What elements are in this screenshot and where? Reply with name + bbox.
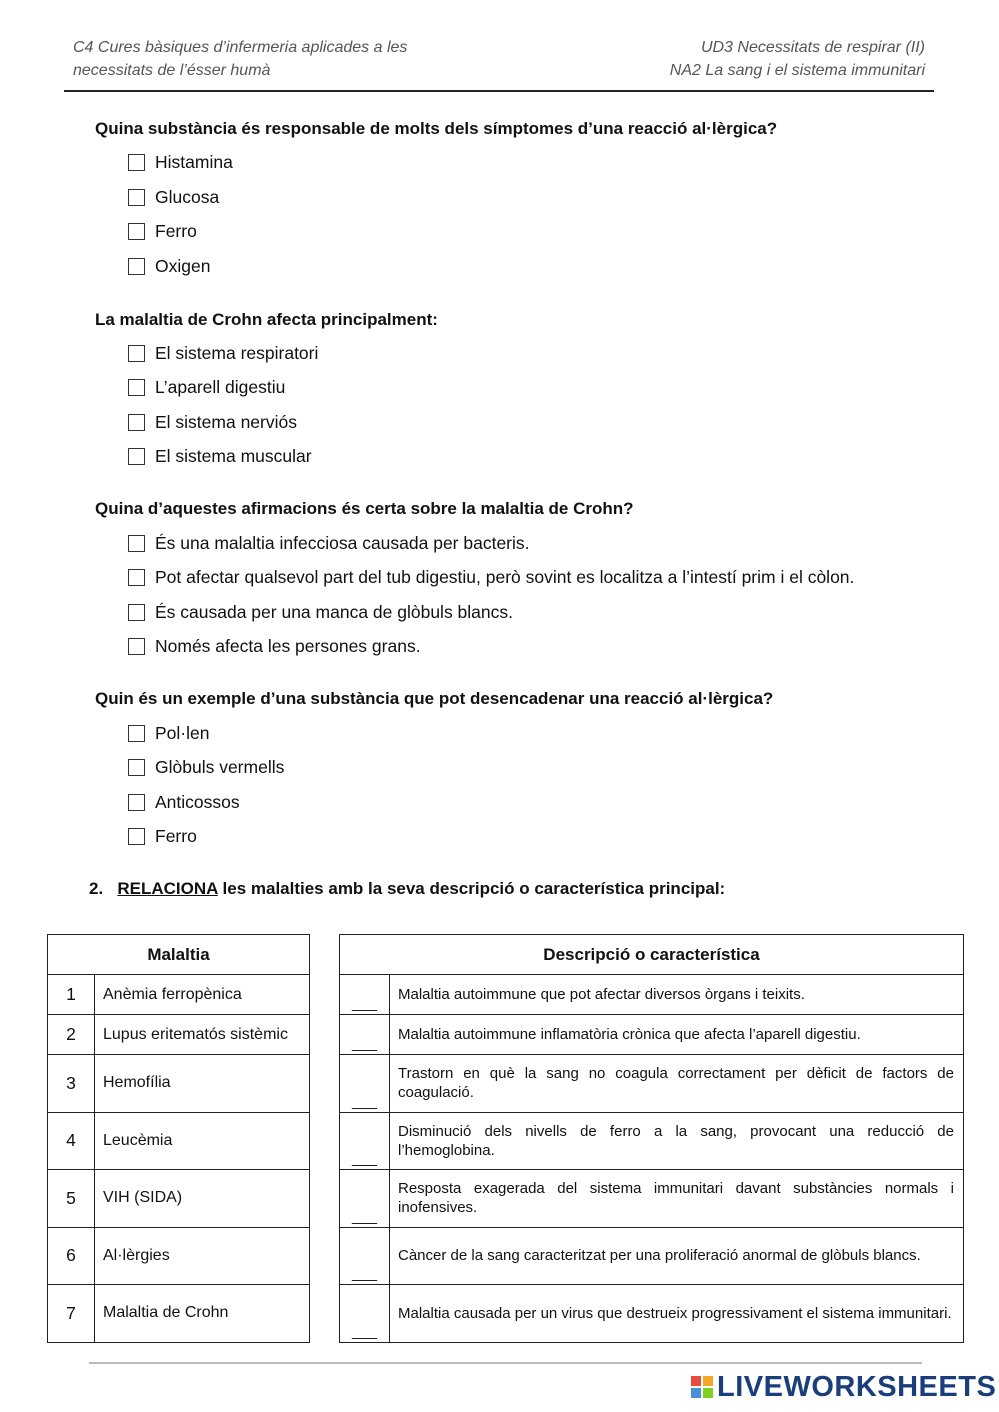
option-label: Anticossos xyxy=(155,791,240,812)
table-row xyxy=(340,1112,964,1170)
answer-blank[interactable]: ___ xyxy=(340,1112,390,1170)
answer-blank[interactable]: ___ xyxy=(340,1055,390,1113)
diseases-table xyxy=(47,934,310,1343)
answer-option[interactable] xyxy=(128,412,297,432)
disease-name: Anèmia ferropènica xyxy=(95,975,310,1015)
table-row xyxy=(48,1227,310,1285)
option-label: El sistema muscular xyxy=(155,445,312,466)
row-number: 5 xyxy=(48,1170,95,1228)
description-text: Malaltia causada per un virus que destrueix progressivament el sistema immunitari. xyxy=(390,1285,964,1343)
table-row xyxy=(340,975,964,1015)
table-row xyxy=(340,1227,964,1285)
answer-option[interactable] xyxy=(128,757,284,777)
checkbox[interactable] xyxy=(128,569,145,586)
checkbox[interactable] xyxy=(128,535,145,552)
answer-blank[interactable]: ___ xyxy=(340,1227,390,1285)
answer-option[interactable] xyxy=(128,256,210,276)
description-text: Malaltia autoimmune inflamatòria crònica que afecta l’aparell digestiu. xyxy=(390,1015,964,1055)
table-row xyxy=(340,1285,964,1343)
table-row xyxy=(48,975,310,1015)
option-label: Ferro xyxy=(155,220,197,241)
answer-option[interactable] xyxy=(128,602,513,622)
checkbox[interactable] xyxy=(128,154,145,171)
checkbox[interactable] xyxy=(128,223,145,240)
checkbox[interactable] xyxy=(128,258,145,275)
unit-title-line2: NA2 La sang i el sistema immunitari xyxy=(669,62,925,79)
option-label: L’aparell digestiu xyxy=(155,376,286,397)
answer-blank[interactable]: ___ xyxy=(340,975,390,1015)
description-text: Trastorn en què la sang no coagula correctament per dèficit de factors de coagulació. xyxy=(390,1055,964,1113)
checkbox[interactable] xyxy=(128,345,145,362)
answer-option[interactable] xyxy=(128,377,285,397)
table-row xyxy=(48,1112,310,1170)
answer-option[interactable] xyxy=(128,792,240,812)
answer-blank[interactable]: ___ xyxy=(340,1170,390,1228)
checkbox[interactable] xyxy=(128,189,145,206)
answer-option[interactable] xyxy=(128,636,421,656)
row-number: 2 xyxy=(48,1015,95,1055)
disease-name: VIH (SIDA) xyxy=(95,1170,310,1228)
checkbox[interactable] xyxy=(128,379,145,396)
option-label: El sistema nerviós xyxy=(155,411,297,432)
disease-name: Al·lèrgies xyxy=(95,1227,310,1285)
logo-text: LIVEWORKSHEETS xyxy=(717,1370,997,1403)
answer-option[interactable] xyxy=(128,533,530,553)
question-title: Quina substància és responsable de molts dels símptomes d’una reacció al·lèrgica? xyxy=(95,119,778,138)
checkbox[interactable] xyxy=(128,725,145,742)
description-text: Càncer de la sang caracteritzat per una proliferació anormal de glòbuls blancs. xyxy=(390,1227,964,1285)
checkbox[interactable] xyxy=(128,828,145,845)
footer-divider xyxy=(89,1362,922,1364)
course-title xyxy=(73,36,407,82)
table-row xyxy=(340,1170,964,1228)
disease-name: Leucèmia xyxy=(95,1112,310,1170)
answer-option[interactable] xyxy=(128,723,209,743)
question-title: La malaltia de Crohn afecta principalment: xyxy=(95,310,438,329)
logo-square xyxy=(691,1388,701,1398)
logo-square xyxy=(703,1388,713,1398)
table-row xyxy=(340,1015,964,1055)
section-number: 2. xyxy=(89,879,104,898)
option-label: Només afecta les persones grans. xyxy=(155,635,421,656)
page-header xyxy=(64,36,934,92)
disease-name: Lupus eritematós sistèmic xyxy=(95,1015,310,1055)
answer-option[interactable] xyxy=(128,187,219,207)
liveworksheets-logo[interactable] xyxy=(691,1370,996,1404)
section-instruction: les malalties amb la seva descripció o característica principal: xyxy=(217,879,726,898)
diseases-header: Malaltia xyxy=(48,935,310,975)
descriptions-table xyxy=(339,934,964,1343)
row-number: 3 xyxy=(48,1055,95,1113)
answer-option[interactable] xyxy=(128,446,312,466)
checkbox[interactable] xyxy=(128,604,145,621)
unit-title-line1: UD3 Necessitats de respirar (II) xyxy=(700,39,925,56)
section-title xyxy=(89,879,725,899)
logo-square xyxy=(691,1376,701,1386)
description-text: Malaltia autoimmune que pot afectar diversos òrgans i teixits. xyxy=(390,975,964,1015)
disease-name: Malaltia de Crohn xyxy=(95,1285,310,1343)
option-label: És causada per una manca de glòbuls blancs. xyxy=(155,601,514,622)
row-number: 1 xyxy=(48,975,95,1015)
option-label: Histamina xyxy=(155,151,233,172)
table-row xyxy=(48,1170,310,1228)
option-label: Pot afectar qualsevol part del tub digestiu, però sovint es localitza a l’intestí prim i el còlon. xyxy=(155,566,855,587)
table-row xyxy=(48,1285,310,1343)
option-label: Glucosa xyxy=(155,186,220,207)
checkbox[interactable] xyxy=(128,448,145,465)
question-title: Quin és un exemple d’una substància que pot desencadenar una reacció al·lèrgica? xyxy=(95,689,774,708)
table-row xyxy=(340,1055,964,1113)
unit-title xyxy=(670,36,925,82)
option-label: Oxigen xyxy=(155,255,211,276)
option-label: Glòbuls vermells xyxy=(155,756,285,777)
checkbox[interactable] xyxy=(128,759,145,776)
checkbox[interactable] xyxy=(128,638,145,655)
logo-square xyxy=(703,1376,713,1386)
table-row xyxy=(48,1015,310,1055)
option-label: El sistema respiratori xyxy=(155,342,319,363)
option-label: Pol·len xyxy=(155,722,210,743)
course-title-line2: necessitats de l’ésser humà xyxy=(73,62,271,79)
question-title: Quina d’aquestes afirmacions és certa sobre la malaltia de Crohn? xyxy=(95,499,634,518)
disease-name: Hemofília xyxy=(95,1055,310,1113)
answer-option[interactable] xyxy=(128,152,233,172)
checkbox[interactable] xyxy=(128,414,145,431)
row-number: 7 xyxy=(48,1285,95,1343)
option-label: Ferro xyxy=(155,825,197,846)
section-keyword: RELACIONA xyxy=(117,879,218,898)
descriptions-header: Descripció o característica xyxy=(340,935,964,975)
option-label: És una malaltia infecciosa causada per bacteris. xyxy=(155,532,530,553)
answer-option[interactable] xyxy=(128,343,318,363)
answer-blank[interactable]: ___ xyxy=(340,1015,390,1055)
description-text: Resposta exagerada del sistema immunitari davant substàncies normals i inofensives. xyxy=(390,1170,964,1228)
row-number: 6 xyxy=(48,1227,95,1285)
answer-option[interactable] xyxy=(128,826,197,846)
table-row xyxy=(48,1055,310,1113)
course-title-line1: C4 Cures bàsiques d’infermeria aplicades a les xyxy=(73,39,408,56)
description-text: Disminució dels nivells de ferro a la sang, provocant una reducció de l’hemoglobina. xyxy=(390,1112,964,1170)
checkbox[interactable] xyxy=(128,794,145,811)
answer-option[interactable] xyxy=(128,567,854,587)
answer-blank[interactable]: ___ xyxy=(340,1285,390,1343)
answer-option[interactable] xyxy=(128,221,197,241)
logo-icon xyxy=(691,1376,713,1398)
row-number: 4 xyxy=(48,1112,95,1170)
